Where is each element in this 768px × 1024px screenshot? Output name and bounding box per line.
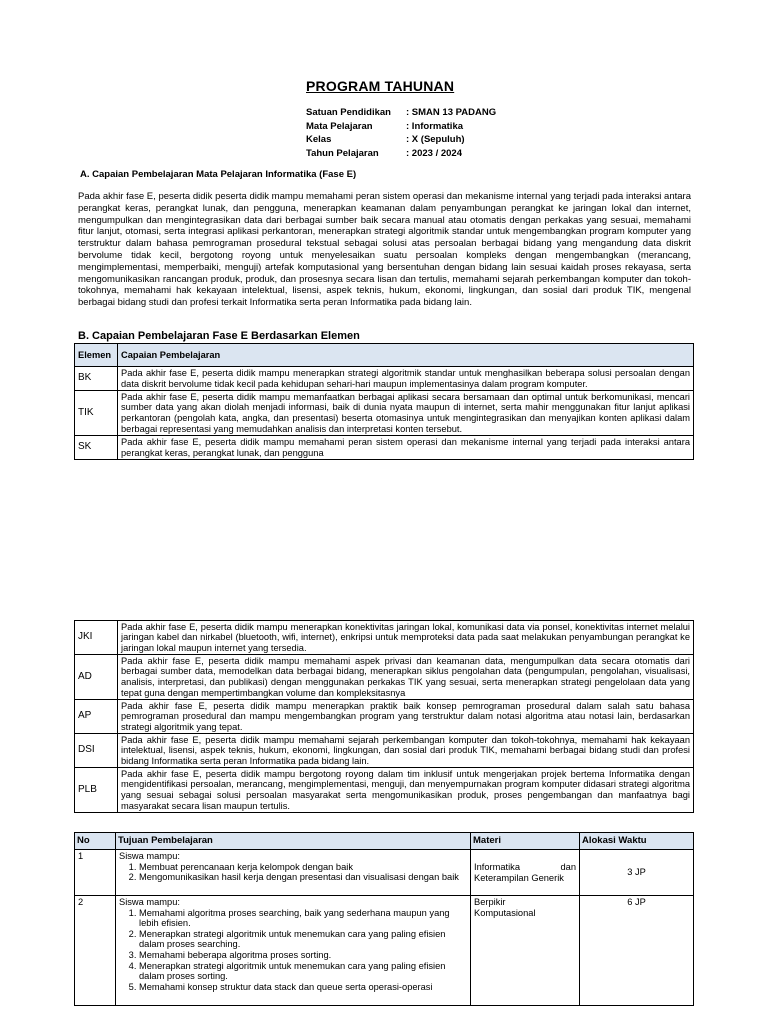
- objectives-intro: Siswa mampu:: [119, 897, 180, 907]
- table-row: [75, 436, 694, 460]
- list-item: 4. Menerapkan strategi algoritmik untuk menemukan cara yang paling efisien dalam proses sorting.: [139, 961, 467, 982]
- row-number: 2: [75, 896, 116, 1006]
- materi-text: Keterampilan Generik: [474, 872, 564, 883]
- row-number: 1: [75, 850, 116, 896]
- row-materi: [471, 896, 580, 1006]
- element-desc: Pada akhir fase E, peserta didik mampu memanfaatkan berbagai aplikasi secara bersamaan dan optimal untuk berkomunikasi, mencari sumber data yang akan diolah menjadi informasi, baik di dunia nyata maupun di internet, serta mahir menggunakan fitur lanjut aplikasi perkantoran (pengolah kata, angka, dan presentasi) beserta otomasinya untuk mengintegrasikan dan menyajikan konten aplikasi dalam berbagai representasi yang memudahkan analisis dan interpretasi konten tersebut.: [118, 391, 694, 436]
- table-header-row: [75, 344, 694, 367]
- table-header-row: [75, 833, 694, 850]
- objectives-list: [119, 908, 467, 993]
- row-objectives: [116, 850, 471, 896]
- learning-objectives-table: [74, 832, 694, 1006]
- header-no: No: [75, 833, 116, 850]
- elements-table: [74, 343, 694, 460]
- meta-value: : 2023 / 2024: [406, 147, 462, 159]
- meta-row: [306, 106, 496, 120]
- list-item: 2. Menerapkan strategi algoritmik untuk menemukan cara yang paling efisien dalam proses searching.: [139, 929, 467, 950]
- element-code: PLB: [75, 768, 118, 813]
- row-alokasi: 3 JP: [580, 850, 694, 896]
- element-desc: Pada akhir fase E, peserta didik mampu memahami sejarah perkembangan komputer dan tokoh-tokohnya, memahami hak kekayaan intelektual, lisensi, aspek teknis, hukum, ekonomi, lingkungan, dan sosial dari produk TIK, memahami berbagai bidang studi dan profesi bidang Informatika serta peran Informatika pada bidang lain.: [118, 734, 694, 768]
- meta-key: Kelas: [306, 134, 332, 146]
- row-materi: [471, 850, 580, 896]
- table-row: [75, 655, 694, 700]
- list-item: 1. Memahami algoritma proses searching, baik yang sederhana maupun yang lebih efisien.: [139, 908, 467, 929]
- table-row: [75, 734, 694, 768]
- element-desc: Pada akhir fase E, peserta didik mampu memahami aspek privasi dan keamanan data, mengumpulkan data secara otomatis dari berbagai sumber data, memodelkan data berbagai bidang, menerapkan siklus pengolahan data (pengumpulan, pengolahan, visualisasi, analisis, interpretasi, dan publikasi) dengan menggunakan perkakas TIK yang sesuai, serta menerapkan strategi pengelolaan data yang tepat guna dengan mempertimbangkan volume dan kompleksitasnya: [118, 655, 694, 700]
- element-desc: Pada akhir fase E, peserta didik mampu memahami peran sistem operasi dan mekanisme internal yang terjadi pada interaksi antara perangkat keras, perangkat lunak, dan pengguna: [118, 436, 694, 460]
- objectives-intro: Siswa mampu:: [119, 851, 180, 861]
- table-row: [75, 700, 694, 734]
- header-materi: Materi: [471, 833, 580, 850]
- header-capaian: Capaian Pembelajaran: [118, 344, 694, 367]
- objectives-list: [119, 862, 467, 883]
- materi-text: Komputasional: [474, 907, 536, 918]
- element-code: TIK: [75, 391, 118, 436]
- table-row: [75, 850, 694, 896]
- table-row: [75, 621, 694, 655]
- element-code: AP: [75, 700, 118, 734]
- element-desc: Pada akhir fase E, peserta didik mampu bergotong royong dalam tim inklusif untuk mengerjakan projek bertema Informatika dengan mengidentifikasi persoalan, merancang, mengimplementasi, menguji, dan menyempurnakan program komputer didasari strategi algoritma yang sesuai sebagai solusi persoalan masyarakat serta mengomunikasikan produk, proses pengembangan dan manfaatnya bagi masyarakat secara lisan maupun tertulis.: [118, 768, 694, 813]
- table-row: [75, 768, 694, 813]
- meta-value: : Informatika: [406, 120, 464, 132]
- list-item: 1. Membuat perencanaan kerja kelompok dengan baik: [139, 862, 467, 873]
- list-item: 2. Mengomunikasikan hasil kerja dengan presentasi dan visualisasi dengan baik: [139, 872, 467, 883]
- list-item: 3. Memahami beberapa algoritma proses sorting.: [139, 950, 467, 961]
- element-code: DSI: [75, 734, 118, 768]
- row-objectives: [116, 896, 471, 1006]
- list-item: 5. Memahami konsep struktur data stack dan queue serta operasi-operasi: [139, 982, 467, 993]
- meta-block: [306, 106, 496, 160]
- meta-key: Satuan Pendidikan: [306, 107, 391, 118]
- element-code: JKI: [75, 621, 118, 655]
- element-desc: Pada akhir fase E, peserta didik mampu menerapkan konektivitas jaringan lokal, komunikasi data via ponsel, konektivitas internet melalui jaringan kabel dan nirkabel (bluetooth, wifi, internet), enkripsi untuk memproteksi data pada saat melakukan penyambungan perangkat ke jaringan lokal maupun internet yang tersedia.: [118, 621, 694, 655]
- element-code: SK: [75, 436, 118, 460]
- element-code: BK: [75, 367, 118, 391]
- header-tujuan: Tujuan Pembelajaran: [116, 833, 471, 850]
- materi-text: Berpikir: [474, 897, 506, 907]
- table-row: [75, 896, 694, 1006]
- table-row: [75, 367, 694, 391]
- element-code: AD: [75, 655, 118, 700]
- meta-row: [306, 120, 496, 134]
- meta-key: Tahun Pelajaran: [306, 147, 379, 159]
- document-title: PROGRAM TAHUNAN: [306, 78, 455, 94]
- header-alokasi: Alokasi Waktu: [580, 833, 694, 850]
- section-a-paragraph: Pada akhir fase E, peserta didik peserta didik mampu memahami peran sistem operasi dan mekanisme internal yang terjadi pada interaksi antara perangkat keras, perangkat lunak, dan pengguna, menerapkan keamanan dalam penyambungan perangkat ke jaringan lokal dan internet, mengumpulkan dan mengintegrasikan data dari berbagai sumber baik secara manual atau otomatis dengan perkakas yang sesuai, memahami fitur lanjut, otomasi, serta integrasi aplikasi perkantoran, menerapkan strategi algoritmik standar untuk mengembangkan program komputer yang terstruktur dalam bahasa pemrograman prosedural tekstual sebagai solusi atas persoalan berbagai bidang yang mengandung data diskrit bervolume tidak kecil, bergotong royong untuk menyelesaikan suatu persoalan kompleks dengan mengembangkan (merancang, mengimplementasi, memperbaiki, menguji) artefak komputasional yang bersentuhan dengan bidang lain sesuai kaidah proses rekayasa, serta mengomunikasikan rancangan produk, produk, dan prosesnya secara lisan dan tertulis, memahami sejarah perkembangan komputer dan tokoh-tokohnya, memahami hak kekayaan intelektual, lisensi, aspek teknis, hukum, ekonomi, lingkungan, dan sosial dari produk TIK, mengenal berbagai bidang studi dan profesi terkait Informatika serta peran Informatika pada bidang lain.: [78, 191, 691, 309]
- section-a-heading: A. Capaian Pembelajaran Mata Pelajaran Informatika (Fase E): [80, 169, 357, 180]
- elements-table-continued: [74, 620, 694, 813]
- materi-line: [474, 862, 576, 873]
- meta-value: : SMAN 13 PADANG: [406, 107, 497, 118]
- table-row: [75, 391, 694, 436]
- meta-row: [306, 133, 496, 147]
- element-desc: Pada akhir fase E, peserta didik mampu menerapkan praktik baik konsep pemrograman prosedural dalam salah satu bahasa pemrograman prosedural dan mampu mengembangkan program yang terstruktur dalam notasi algoritma atau notasi lain, berdasarkan strategi algoritmik yang tepat.: [118, 700, 694, 734]
- section-b-heading: B. Capaian Pembelajaran Fase E Berdasarkan Elemen: [78, 330, 360, 342]
- materi-text: dan: [560, 861, 576, 872]
- meta-value: : X (Sepuluh): [406, 134, 465, 146]
- header-elemen: Elemen: [75, 344, 118, 367]
- meta-key: Mata Pelajaran: [306, 120, 373, 132]
- meta-row: [306, 147, 496, 161]
- materi-text: Informatika: [474, 861, 520, 872]
- element-desc: Pada akhir fase E, peserta didik mampu menerapkan strategi algoritmik standar untuk menghasilkan beberapa solusi persoalan dengan data diskrit bervolume tidak kecil pada kehidupan sehari-hari maupun implementasinya dalam program komputer.: [118, 367, 694, 391]
- row-alokasi: 6 JP: [580, 896, 694, 1006]
